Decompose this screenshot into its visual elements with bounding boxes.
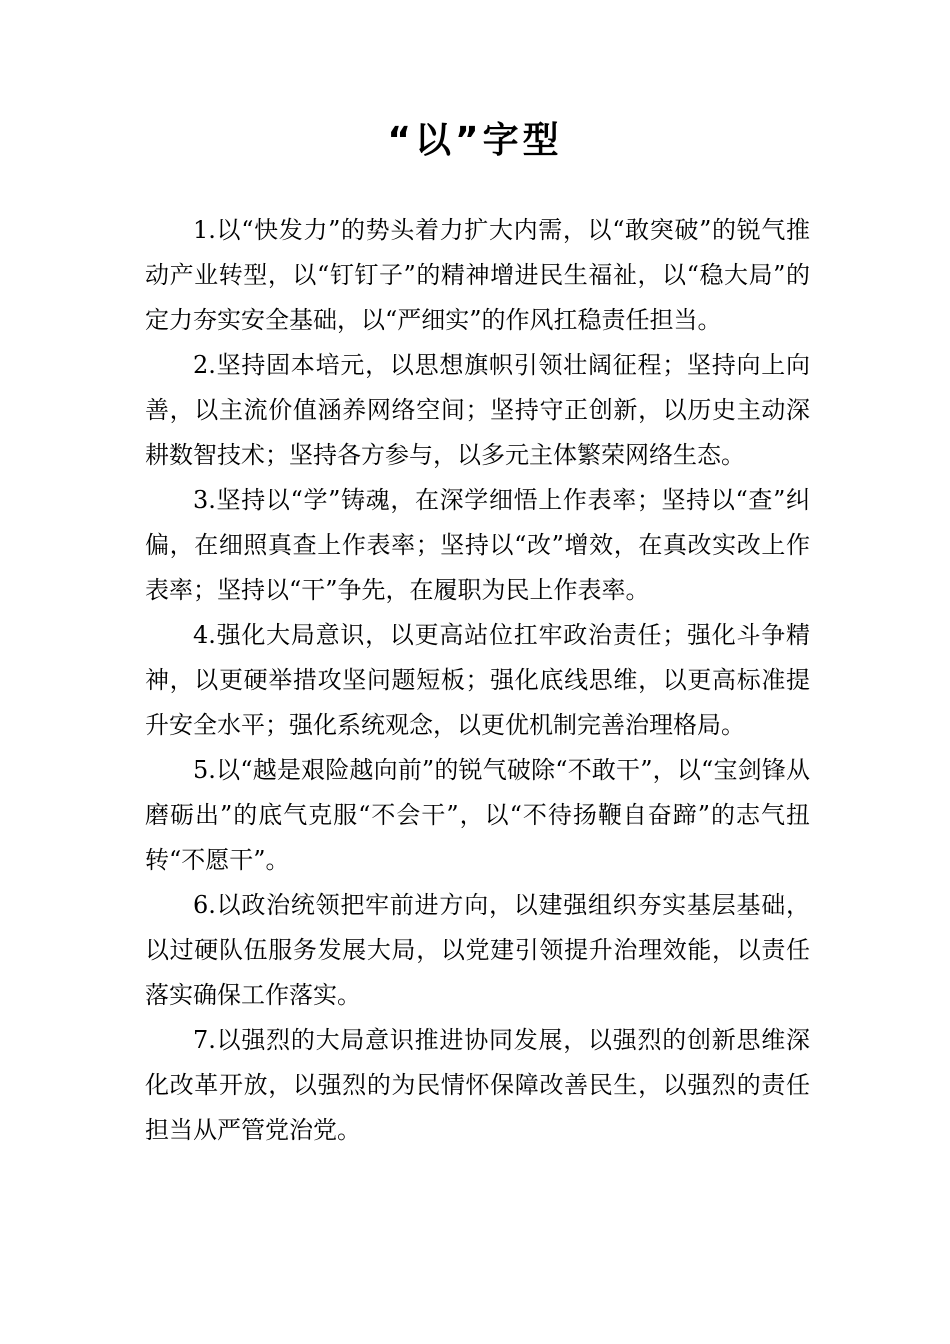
paragraph-2: 2.坚持固本培元，以思想旗帜引领壮阔征程；坚持向上向善，以主流价值涵养网络空间；坚持守正创新，以历史主动深耕数智技术；坚持各方参与，以多元主体繁荣网络生态。 [145, 351, 810, 469]
paragraph-3: 3.坚持以“学”铸魂，在深学细悟上作表率；坚持以“查”纠偏，在细照真查上作表率；坚持以“改”增效，在真改实改上作表率；坚持以“干”争先，在履职为民上作表率。 [145, 486, 810, 604]
paragraph-5: 5.以“越是艰险越向前”的锐气破除“不敢干”，以“宝剑锋从磨砺出”的底气克服“不会干”，以“不待扬鞭自奋蹄”的志气扭转“不愿干”。 [145, 756, 810, 874]
document-title: “以”字型 [387, 120, 563, 161]
paragraph-6: 6.以政治统领把牢前进方向，以建强组织夯实基层基础，以过硬队伍服务发展大局，以党建引领提升治理效能，以责任落实确保工作落实。 [145, 891, 810, 1009]
paragraph-4: 4.强化大局意识，以更高站位扛牢政治责任；强化斗争精神，以更硬举措攻坚问题短板；强化底线思维，以更高标准提升安全水平；强化系统观念，以更优机制完善治理格局。 [145, 621, 810, 739]
document-body [145, 208, 810, 1153]
paragraph-1: 1.以“快发力”的势头着力扩大内需，以“敢突破”的锐气推动产业转型，以“钉钉子”的精神增进民生福祉，以“稳大局”的定力夯实安全基础，以“严细实”的作风扛稳责任担当。 [145, 216, 810, 334]
paragraph-7: 7.以强烈的大局意识推进协同发展，以强烈的创新思维深化改革开放，以强烈的为民情怀保障改善民生，以强烈的责任担当从严管党治党。 [145, 1026, 810, 1144]
